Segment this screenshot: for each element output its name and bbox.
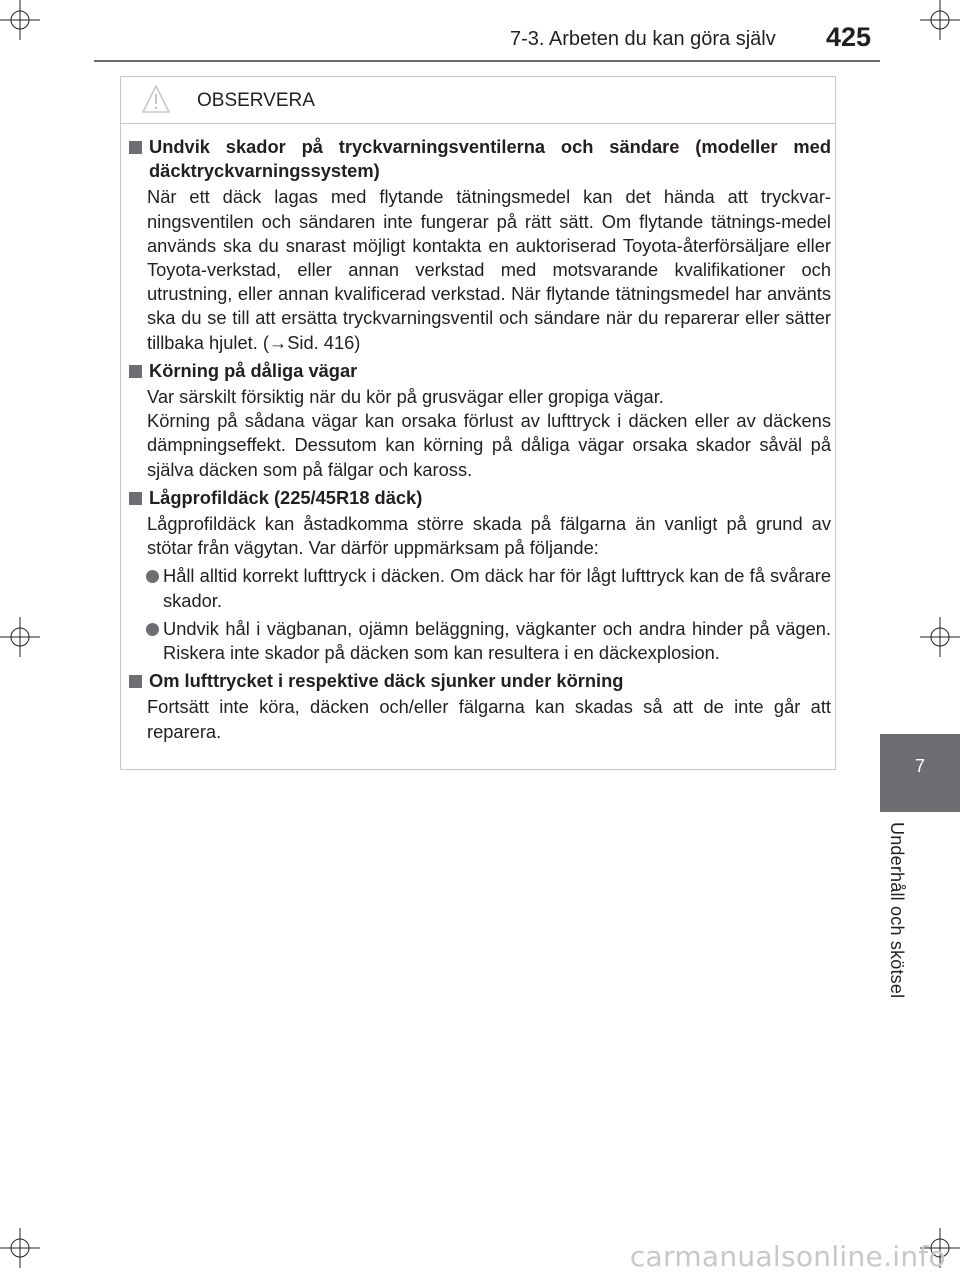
caution-box <box>120 76 836 770</box>
crop-mark-top-left <box>0 0 40 40</box>
square-bullet-icon <box>129 675 142 688</box>
section-paragraph: Körning på sådana vägar kan orsaka förlust av lufttryck i däcken eller av däckens dämpningseffekt. Dessutom kan körning på dåliga vägar orsaka skador såväl på själva däcken som på fälgar och kaross. <box>147 410 831 480</box>
square-bullet-icon <box>129 365 142 378</box>
watermark: carmanualsonline.info <box>629 1240 946 1273</box>
circle-bullet-icon <box>146 570 159 583</box>
crop-mark-mid-left <box>0 617 40 657</box>
caution-divider <box>121 123 835 124</box>
crop-mark-top-right <box>920 0 960 40</box>
section-paragraph: När ett däck lagas med flytande tätningsmedel kan det hända att tryckvar-ningsventilen och sändaren inte fungerar på rätt sätt. Om flytande tätnings-medel används ska du snarast möjligt kontakta en auktoriserad Toyota-återförsäljare eller Toyota-verkstad, eller annan verkstad med motsvarande kvalifikationer och utrustning, eller annan kvalificerad verkstad. När flytande tätningsmedel har använts ska du se till att ersätta tryckvarningsventil och sändare när du reparerar eller sätter tillbaka hjulet. (→Sid. 416) <box>147 186 831 353</box>
square-bullet-icon <box>129 141 142 154</box>
list-item: Håll alltid korrekt lufttryck i däcken. Om däck har för lågt lufttryck kan de få svårare skador. <box>127 564 831 612</box>
caution-content <box>127 135 831 744</box>
circle-bullet-icon <box>146 623 159 636</box>
section-paragraph: Lågprofildäck kan åstadkomma större skada på fälgarna än vanligt på grund av stötar från vägytan. Var därför uppmärksam på följande: <box>147 513 831 559</box>
section-heading: Lågprofildäck (225/45R18 däck) <box>127 486 831 510</box>
header-rule <box>94 60 880 62</box>
square-bullet-icon <box>129 492 142 505</box>
caution-title: OBSERVERA <box>197 90 315 111</box>
section-title: 7-3. Arbeten du kan göra själv <box>510 28 776 50</box>
section-heading: Om lufttrycket i respektive däck sjunker under körning <box>127 669 831 693</box>
crop-mark-bottom-left <box>0 1228 40 1268</box>
chapter-number: 7 <box>914 756 925 776</box>
section-heading: Körning på dåliga vägar <box>127 359 831 383</box>
chapter-title: Underhåll och skötsel <box>887 822 907 999</box>
crop-mark-mid-right <box>920 617 960 657</box>
section-heading: Undvik skador på tryckvarningsventilerna och sändare (modeller med däcktryckvarningssystem) <box>127 135 831 183</box>
warning-triangle-icon <box>141 84 171 119</box>
section-paragraph: Var särskilt försiktig när du kör på grusvägar eller gropiga vägar. <box>147 386 664 408</box>
section-paragraph: Fortsätt inte köra, däcken och/eller fälgarna kan skadas så att de inte går att reparera. <box>147 696 831 742</box>
page-number: 425 <box>826 22 872 52</box>
chapter-tab <box>880 734 960 812</box>
list-item: Undvik hål i vägbanan, ojämn beläggning, vägkanter och andra hinder på vägen. Riskera inte skador på däcken som kan resultera i en däckexplosion. <box>127 617 831 665</box>
